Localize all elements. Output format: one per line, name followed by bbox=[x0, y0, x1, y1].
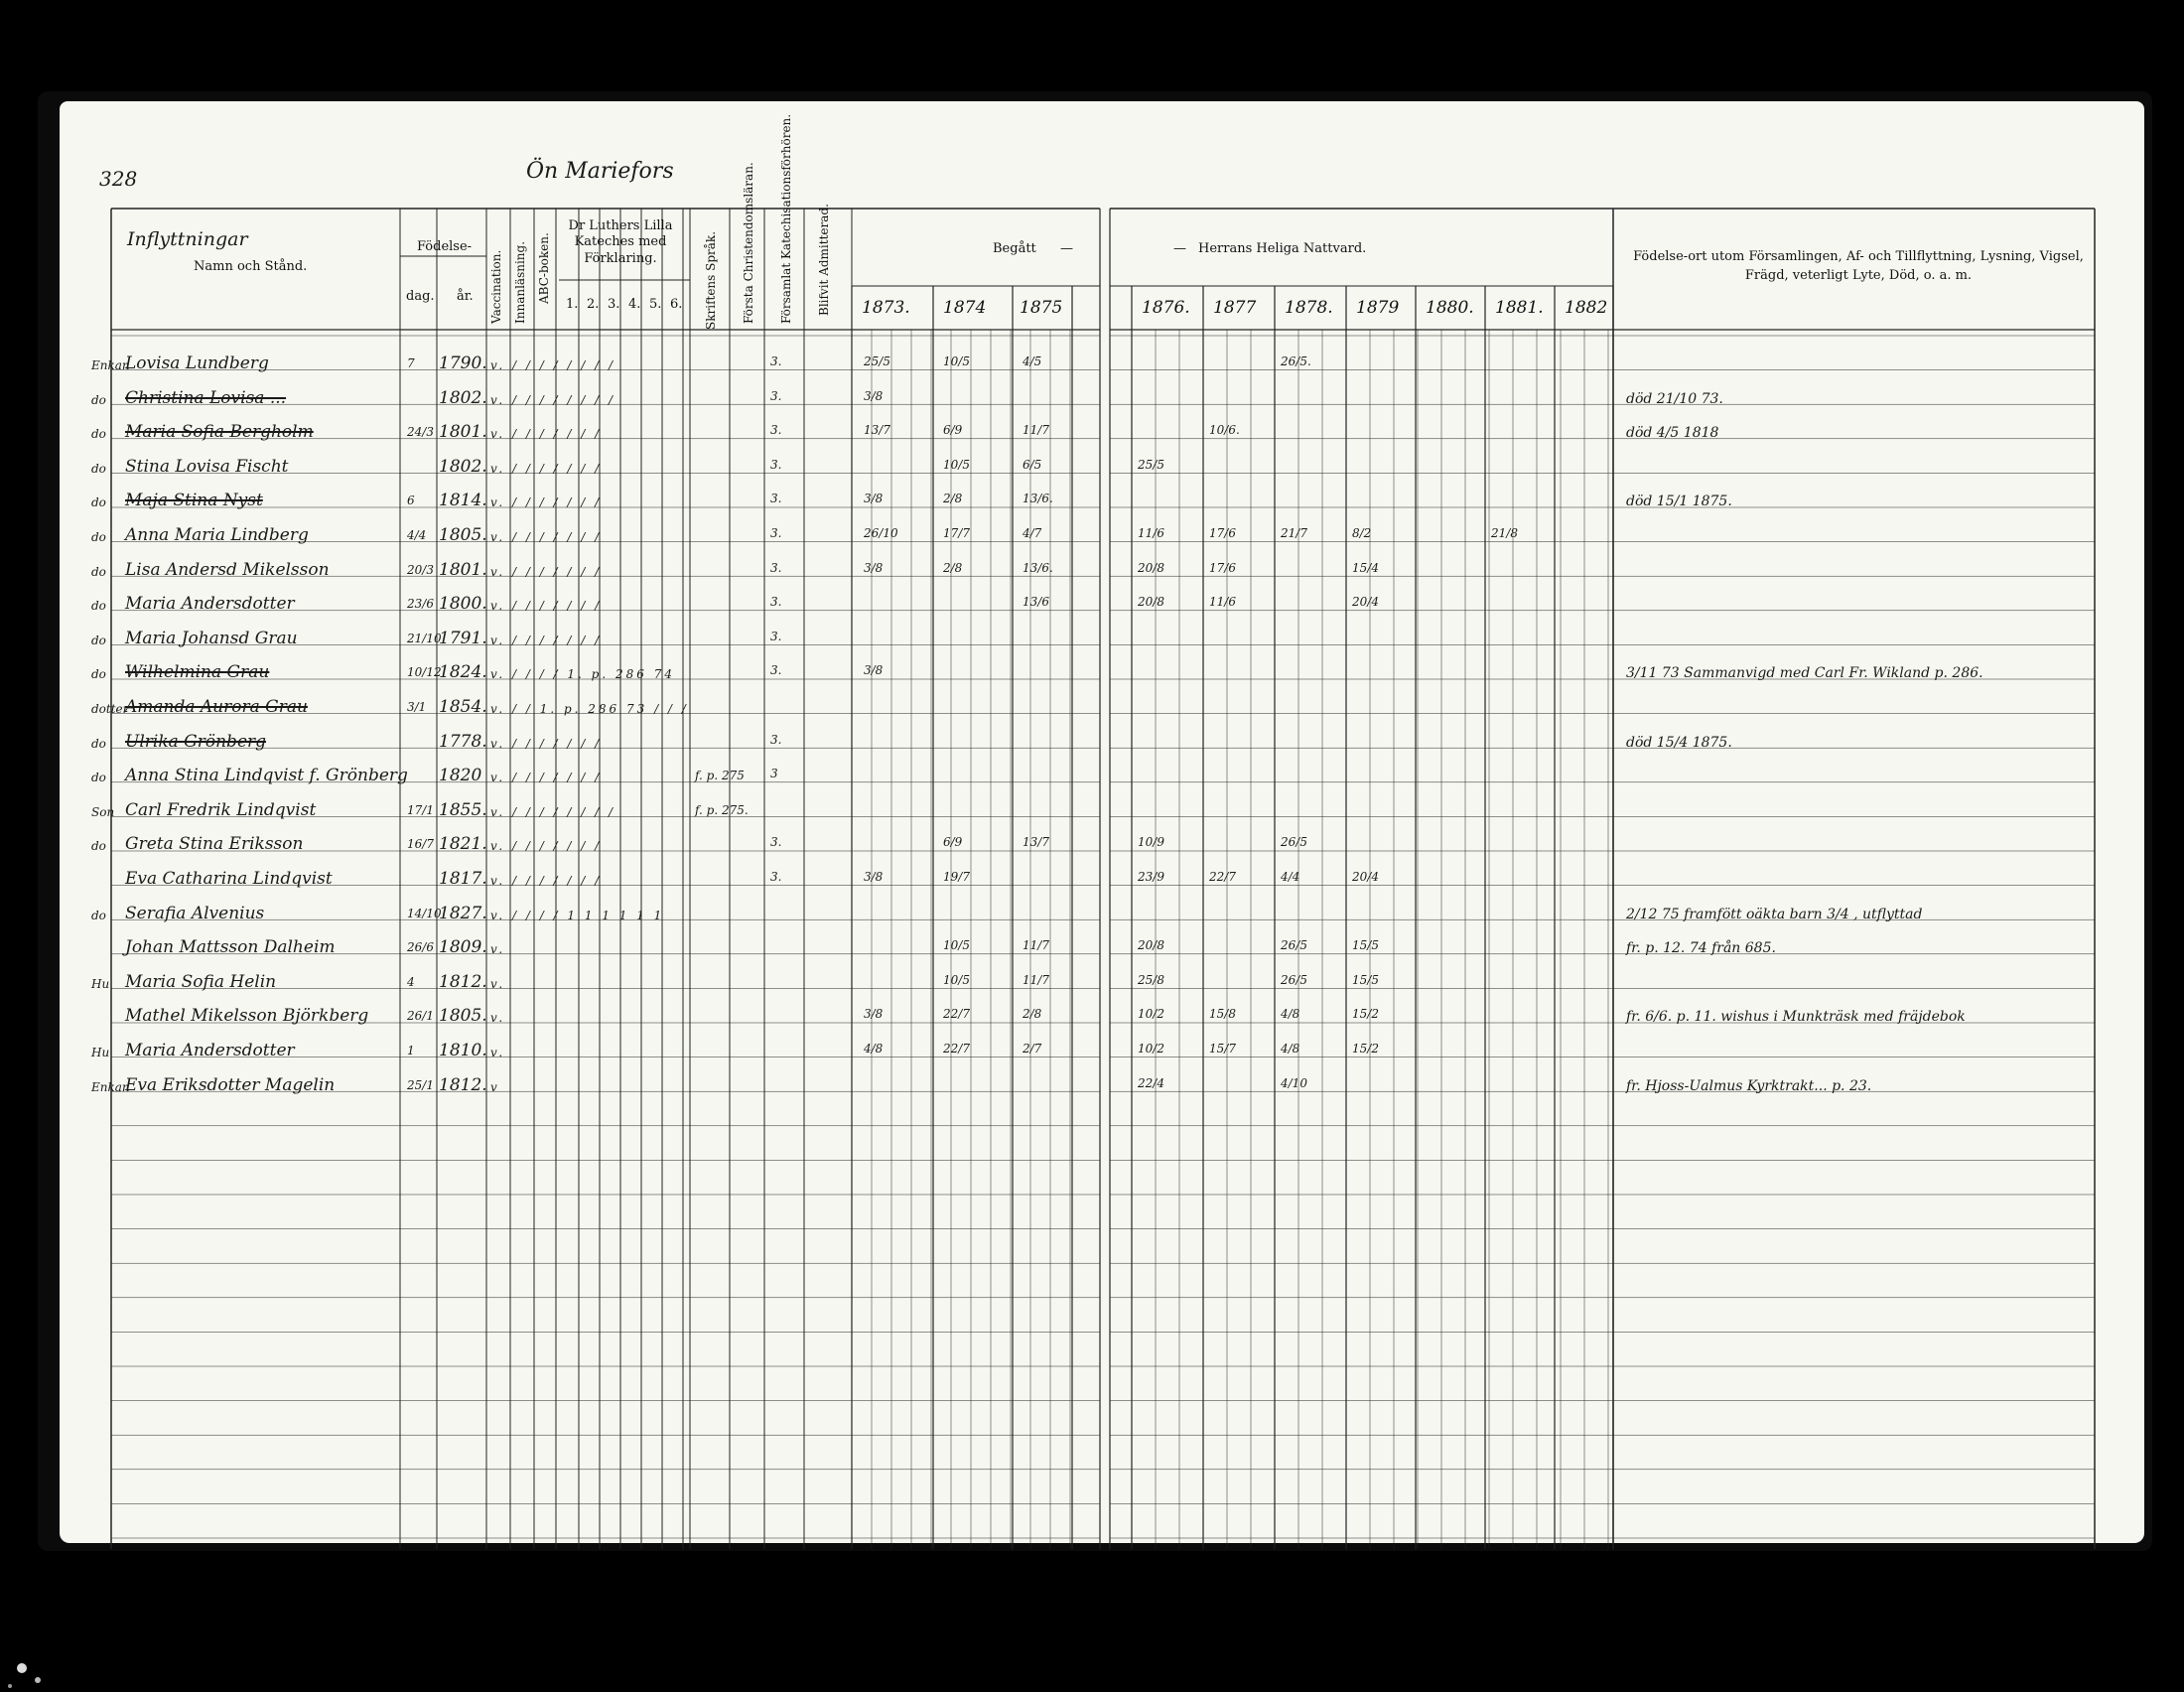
row-communion-79: 15/5 bbox=[1352, 938, 1379, 953]
row-birth-year: 1854. bbox=[439, 697, 487, 717]
col-forsamlat: Församlat Katechisationsförhören. bbox=[779, 113, 793, 324]
row-name: Anna Stina Lindqvist f. Grönberg bbox=[125, 766, 408, 786]
row-birth-year: 1821. bbox=[439, 834, 487, 855]
row-remark: fr. Hjoss-Ualmus Kyrktrakt... p. 23. bbox=[1626, 1077, 1872, 1094]
row-birth-year: 1801. bbox=[439, 422, 487, 443]
row-catechism: 3. bbox=[770, 560, 782, 575]
row-name: Wilhelmina Grau bbox=[125, 662, 270, 683]
row-name: Maria Johansd Grau bbox=[125, 628, 298, 648]
row-birth-day: 20/3 bbox=[407, 562, 434, 577]
row-communion-76: 10/2 bbox=[1138, 1042, 1164, 1056]
row-name: Maria Sofia Helin bbox=[125, 971, 277, 992]
row-communion-76: 25/5 bbox=[1138, 457, 1164, 472]
row-birth-day: 26/6 bbox=[407, 940, 434, 955]
year-1881: 1881. bbox=[1495, 298, 1544, 318]
row-communion-74: 17/7 bbox=[943, 526, 970, 540]
row-catechism: 3. bbox=[770, 629, 782, 643]
row-birth-day: 14/10 bbox=[407, 906, 442, 920]
col-name-title: Inflyttningar bbox=[127, 228, 248, 250]
row-communion-79: 20/4 bbox=[1352, 595, 1379, 610]
row-remark: fr. p. 12. 74 från 685. bbox=[1626, 940, 1776, 957]
row-name: Lisa Andersd Mikelsson bbox=[125, 559, 330, 580]
row-prefix: do bbox=[91, 667, 106, 682]
row-catechism: 3 bbox=[770, 767, 778, 781]
row-birth-day: 7 bbox=[407, 356, 415, 370]
row-name: Greta Stina Eriksson bbox=[125, 834, 304, 855]
row-communion-74: 10/5 bbox=[943, 354, 970, 368]
row-marks: v. bbox=[490, 1046, 506, 1059]
row-prefix: do bbox=[91, 564, 106, 579]
row-communion-75: 13/6. bbox=[1023, 492, 1053, 506]
row-birth-year: 1805. bbox=[439, 1006, 487, 1027]
row-remark: död 15/1 1875. bbox=[1626, 494, 1732, 510]
row-marks: v. / / / / / / / bbox=[490, 564, 603, 579]
row-birth-day: 16/7 bbox=[407, 837, 434, 852]
row-catechism: 3. bbox=[770, 663, 782, 678]
row-communion-75: 11/7 bbox=[1023, 972, 1049, 987]
year-1875: 1875 bbox=[1020, 298, 1063, 318]
row-communion-73: 3/8 bbox=[864, 492, 884, 506]
row-name: Maja Stina Nyst bbox=[125, 491, 263, 511]
row-communion-75: 6/5 bbox=[1023, 457, 1042, 472]
row-name: Anna Maria Lindberg bbox=[125, 525, 309, 545]
row-communion-75: 11/7 bbox=[1023, 938, 1049, 953]
row-communion-73: 4/8 bbox=[864, 1042, 884, 1056]
row-birth-year: 1855. bbox=[439, 799, 487, 820]
col-luther-num-4: 4. bbox=[628, 297, 641, 312]
row-name: Lovisa Lundberg bbox=[125, 353, 269, 373]
row-communion-75: 4/5 bbox=[1023, 354, 1042, 368]
row-birth-year: 1820 bbox=[439, 766, 482, 786]
row-communion-76: 23/9 bbox=[1138, 870, 1164, 884]
row-birth-year: 1809. bbox=[439, 937, 487, 958]
row-prefix: do bbox=[91, 530, 106, 544]
row-name: Johan Mattsson Dalheim bbox=[125, 937, 336, 958]
row-communion-73: 26/10 bbox=[864, 526, 898, 540]
row-birth-year: 1805. bbox=[439, 525, 487, 545]
row-communion-76: 11/6 bbox=[1138, 526, 1164, 540]
row-extra-ref: f. p. 275 bbox=[695, 769, 745, 783]
row-remark: 3/11 73 Sammanvigd med Carl Fr. Wikland p. 286. bbox=[1626, 665, 1983, 682]
row-communion-74: 19/7 bbox=[943, 870, 970, 884]
col-luther-num-6: 6. bbox=[670, 297, 683, 312]
row-prefix: Enkan bbox=[91, 1079, 130, 1094]
row-catechism: 3. bbox=[770, 457, 782, 472]
row-communion-73: 13/7 bbox=[864, 423, 890, 438]
row-name: Ulrika Grönberg bbox=[125, 731, 267, 752]
row-communion-77: 11/6 bbox=[1209, 595, 1236, 610]
row-communion-75: 4/7 bbox=[1023, 526, 1042, 540]
row-communion-74: 22/7 bbox=[943, 1042, 970, 1056]
col-dash-1: — bbox=[1060, 241, 1073, 256]
row-marks: v. bbox=[490, 942, 506, 957]
row-prefix: do bbox=[91, 495, 106, 510]
row-marks: v. / / / / / / / bbox=[490, 633, 603, 647]
row-communion-81: 21/8 bbox=[1491, 526, 1518, 540]
row-birth-year: 1778. bbox=[439, 731, 487, 752]
row-communion-75: 2/8 bbox=[1023, 1007, 1042, 1022]
col-herrans: Herrans Heliga Nattvard. bbox=[1198, 241, 1367, 256]
year-1877: 1877 bbox=[1213, 298, 1257, 318]
row-prefix: do bbox=[91, 392, 106, 407]
row-marks: v. / / / / / / / bbox=[490, 874, 603, 888]
row-marks: v. / / / / / / / / bbox=[490, 804, 616, 819]
col-begatt: Begått bbox=[993, 241, 1036, 256]
row-communion-74: 2/8 bbox=[943, 492, 963, 506]
col-luther-num-5: 5. bbox=[649, 297, 662, 312]
row-communion-73: 3/8 bbox=[864, 870, 884, 884]
row-communion-78: 4/4 bbox=[1281, 870, 1300, 884]
location-heading: Ön Mariefors bbox=[526, 159, 674, 184]
row-birth-day: 4 bbox=[407, 974, 415, 989]
row-communion-74: 10/5 bbox=[943, 938, 970, 953]
row-prefix: do bbox=[91, 633, 106, 647]
row-birth-year: 1801. bbox=[439, 559, 487, 580]
row-communion-78: 4/8 bbox=[1281, 1042, 1300, 1056]
row-remark: fr. 6/6. p. 11. wishus i Munkträsk med fräjdebok bbox=[1626, 1009, 1966, 1026]
row-prefix: do bbox=[91, 771, 106, 785]
row-prefix: Hu bbox=[91, 1046, 110, 1059]
row-communion-77: 17/6 bbox=[1209, 560, 1236, 575]
row-birth-day: 26/1 bbox=[407, 1009, 434, 1024]
row-birth-day: 3/1 bbox=[407, 700, 427, 714]
row-name: Maria Andersdotter bbox=[125, 594, 295, 615]
row-communion-76: 10/9 bbox=[1138, 835, 1164, 850]
row-birth-day: 10/12 bbox=[407, 665, 442, 680]
row-birth-day: 4/4 bbox=[407, 528, 427, 542]
row-communion-78: 26/5. bbox=[1281, 354, 1311, 368]
row-birth-year: 1827. bbox=[439, 903, 487, 923]
col-luther-num-2: 2. bbox=[587, 297, 600, 312]
row-name: Stina Lovisa Fischt bbox=[125, 456, 289, 477]
row-birth-day: 6 bbox=[407, 494, 415, 508]
year-1879: 1879 bbox=[1356, 298, 1400, 318]
row-communion-75: 2/7 bbox=[1023, 1042, 1042, 1056]
row-name: Christina Lovisa ... bbox=[125, 387, 287, 408]
row-name: Mathel Mikelsson Björkberg bbox=[125, 1006, 369, 1027]
row-communion-78: 4/10 bbox=[1281, 1075, 1307, 1090]
row-communion-79: 15/2 bbox=[1352, 1007, 1379, 1022]
row-communion-78: 21/7 bbox=[1281, 526, 1307, 540]
year-1882: 1882 bbox=[1565, 298, 1608, 318]
row-communion-78: 26/5 bbox=[1281, 972, 1307, 987]
row-marks: v. / / / / / / / / bbox=[490, 392, 616, 407]
row-marks: v. / / / / / / / bbox=[490, 461, 603, 476]
row-name: Amanda Aurora Grau bbox=[125, 697, 308, 717]
row-communion-73: 3/8 bbox=[864, 1007, 884, 1022]
row-prefix: do bbox=[91, 427, 106, 442]
row-communion-77: 15/8 bbox=[1209, 1007, 1236, 1022]
row-communion-74: 6/9 bbox=[943, 835, 963, 850]
row-remark: 2/12 75 framfött oäkta barn 3/4 , utflyttad bbox=[1626, 906, 1923, 922]
col-blifvit: Blifvit Admitterad. bbox=[817, 204, 831, 316]
row-prefix: do bbox=[91, 839, 106, 854]
row-communion-79: 15/2 bbox=[1352, 1042, 1379, 1056]
row-name: Maria Sofia Bergholm bbox=[125, 422, 314, 443]
row-communion-73: 3/8 bbox=[864, 560, 884, 575]
col-luther-num-3: 3. bbox=[608, 297, 620, 312]
row-name: Eva Catharina Lindqvist bbox=[125, 869, 333, 889]
row-remark: död 15/4 1875. bbox=[1626, 734, 1732, 751]
row-catechism: 3. bbox=[770, 835, 782, 850]
row-communion-75: 13/6 bbox=[1023, 595, 1049, 610]
row-marks: v. / / / / 1. p. 286 74 bbox=[490, 667, 675, 682]
col-dash-2: — bbox=[1173, 241, 1186, 256]
row-communion-78: 4/8 bbox=[1281, 1007, 1300, 1022]
row-birth-day: 24/3 bbox=[407, 425, 434, 440]
row-marks: v. / / / / / / / bbox=[490, 530, 603, 544]
row-catechism: 3. bbox=[770, 354, 782, 368]
row-marks: v. / / / / / / / bbox=[490, 736, 603, 751]
row-prefix: do bbox=[91, 599, 106, 614]
col-luther-num-1: 1. bbox=[566, 297, 579, 312]
row-prefix: Hu bbox=[91, 976, 110, 991]
row-marks: v. / / / / / / / bbox=[490, 839, 603, 854]
row-communion-76: 25/8 bbox=[1138, 972, 1164, 987]
row-prefix: Son bbox=[91, 804, 115, 819]
col-innanlasning: Innanläsning. bbox=[513, 240, 527, 324]
row-communion-77: 15/7 bbox=[1209, 1042, 1236, 1056]
row-prefix: Enkan bbox=[91, 358, 130, 372]
row-marks: v. / / / / 1 1 1 1 1 1 bbox=[490, 908, 665, 922]
row-birth-year: 1791. bbox=[439, 628, 487, 648]
row-communion-76: 20/8 bbox=[1138, 595, 1164, 610]
row-communion-79: 8/2 bbox=[1352, 526, 1372, 540]
row-catechism: 3. bbox=[770, 732, 782, 747]
row-marks: v. / / / / / / / bbox=[490, 771, 603, 785]
year-1880: 1880. bbox=[1426, 298, 1474, 318]
row-communion-77: 17/6 bbox=[1209, 526, 1236, 540]
row-communion-76: 20/8 bbox=[1138, 938, 1164, 953]
row-birth-year: 1824. bbox=[439, 662, 487, 683]
row-communion-76: 10/2 bbox=[1138, 1007, 1164, 1022]
row-prefix: do bbox=[91, 908, 106, 922]
col-forsta-christ: Första Christendomsläran. bbox=[742, 162, 755, 324]
row-communion-77: 10/6. bbox=[1209, 423, 1240, 438]
row-birth-year: 1812. bbox=[439, 1074, 487, 1095]
row-communion-79: 15/4 bbox=[1352, 560, 1379, 575]
row-name: Serafia Alvenius bbox=[125, 903, 265, 923]
row-birth-year: 1802. bbox=[439, 456, 487, 477]
row-catechism: 3. bbox=[770, 870, 782, 884]
row-birth-year: 1790. bbox=[439, 353, 487, 373]
year-1876: 1876. bbox=[1142, 298, 1190, 318]
scanner-specks bbox=[0, 1660, 2184, 1692]
row-communion-74: 10/5 bbox=[943, 457, 970, 472]
row-marks: v. / / / / / / / bbox=[490, 495, 603, 510]
row-communion-77: 22/7 bbox=[1209, 870, 1236, 884]
col-abc: ABC-boken. bbox=[537, 232, 551, 304]
row-birth-year: 1817. bbox=[439, 869, 487, 889]
row-birth-year: 1800. bbox=[439, 594, 487, 615]
row-communion-74: 6/9 bbox=[943, 423, 963, 438]
row-communion-73: 3/8 bbox=[864, 663, 884, 678]
row-marks: v bbox=[490, 1079, 500, 1094]
row-birth-day: 23/6 bbox=[407, 597, 434, 612]
row-marks: v. bbox=[490, 1011, 506, 1026]
col-luther-title: Dr Luthers Lilla Kateches med Förklaring. bbox=[568, 218, 673, 266]
row-marks: v. / / / / / / / / bbox=[490, 358, 616, 372]
row-communion-79: 20/4 bbox=[1352, 870, 1379, 884]
col-dag: dag. bbox=[406, 289, 435, 304]
row-communion-75: 11/7 bbox=[1023, 423, 1049, 438]
year-1873: 1873. bbox=[862, 298, 910, 318]
row-communion-74: 10/5 bbox=[943, 972, 970, 987]
row-prefix: do bbox=[91, 461, 106, 476]
row-birth-day: 17/1 bbox=[407, 802, 434, 817]
col-remarks: Födelse-ort utom Församlingen, Af- och Tillflyttning, Lysning, Vigsel, Frägd, veterligt Lyte, Död, o. a. m. bbox=[1633, 249, 2084, 283]
row-birth-year: 1812. bbox=[439, 971, 487, 992]
col-fodelse: Födelse- bbox=[417, 239, 473, 254]
row-birth-day: 25/1 bbox=[407, 1077, 434, 1092]
row-communion-79: 15/5 bbox=[1352, 972, 1379, 987]
row-catechism: 3. bbox=[770, 595, 782, 610]
row-birth-day: 1 bbox=[407, 1044, 415, 1058]
row-birth-year: 1802. bbox=[439, 387, 487, 408]
row-marks: v. / / 1. p. 286 73 / / / bbox=[490, 702, 689, 716]
row-extra-ref: f. p. 275. bbox=[695, 802, 749, 817]
row-catechism: 3. bbox=[770, 423, 782, 438]
col-vaccination: Vaccination. bbox=[489, 249, 503, 324]
row-name: Carl Fredrik Lindqvist bbox=[125, 799, 317, 820]
col-name-subtitle: Namn och Stånd. bbox=[194, 259, 308, 274]
row-catechism: 3. bbox=[770, 526, 782, 540]
row-marks: v. / / / / / / / bbox=[490, 599, 603, 614]
row-birth-year: 1810. bbox=[439, 1041, 487, 1060]
page-number: 328 bbox=[99, 167, 138, 191]
row-marks: v. bbox=[490, 976, 506, 991]
row-communion-74: 22/7 bbox=[943, 1007, 970, 1022]
row-communion-76: 20/8 bbox=[1138, 560, 1164, 575]
col-skriftens: Skriftens Språk. bbox=[704, 230, 718, 330]
year-1874: 1874 bbox=[943, 298, 987, 318]
row-catechism: 3. bbox=[770, 388, 782, 403]
row-communion-76: 22/4 bbox=[1138, 1075, 1164, 1090]
row-name: Eva Eriksdotter Magelin bbox=[125, 1074, 336, 1095]
row-catechism: 3. bbox=[770, 492, 782, 506]
row-prefix: dotter bbox=[91, 702, 129, 716]
row-communion-73: 25/5 bbox=[864, 354, 890, 368]
row-marks: v. / / / / / / / bbox=[490, 427, 603, 442]
row-birth-year: 1814. bbox=[439, 491, 487, 511]
row-name: Maria Andersdotter bbox=[125, 1041, 295, 1060]
row-communion-73: 3/8 bbox=[864, 388, 884, 403]
row-remark: död 4/5 1818 bbox=[1626, 425, 1719, 442]
row-remark: död 21/10 73. bbox=[1626, 390, 1723, 407]
row-prefix: do bbox=[91, 736, 106, 751]
col-ar: år. bbox=[457, 289, 474, 304]
row-communion-74: 2/8 bbox=[943, 560, 963, 575]
row-birth-day: 21/10 bbox=[407, 631, 442, 645]
year-1878: 1878. bbox=[1285, 298, 1333, 318]
row-communion-78: 26/5 bbox=[1281, 938, 1307, 953]
row-communion-78: 26/5 bbox=[1281, 835, 1307, 850]
row-communion-75: 13/6. bbox=[1023, 560, 1053, 575]
row-communion-75: 13/7 bbox=[1023, 835, 1049, 850]
